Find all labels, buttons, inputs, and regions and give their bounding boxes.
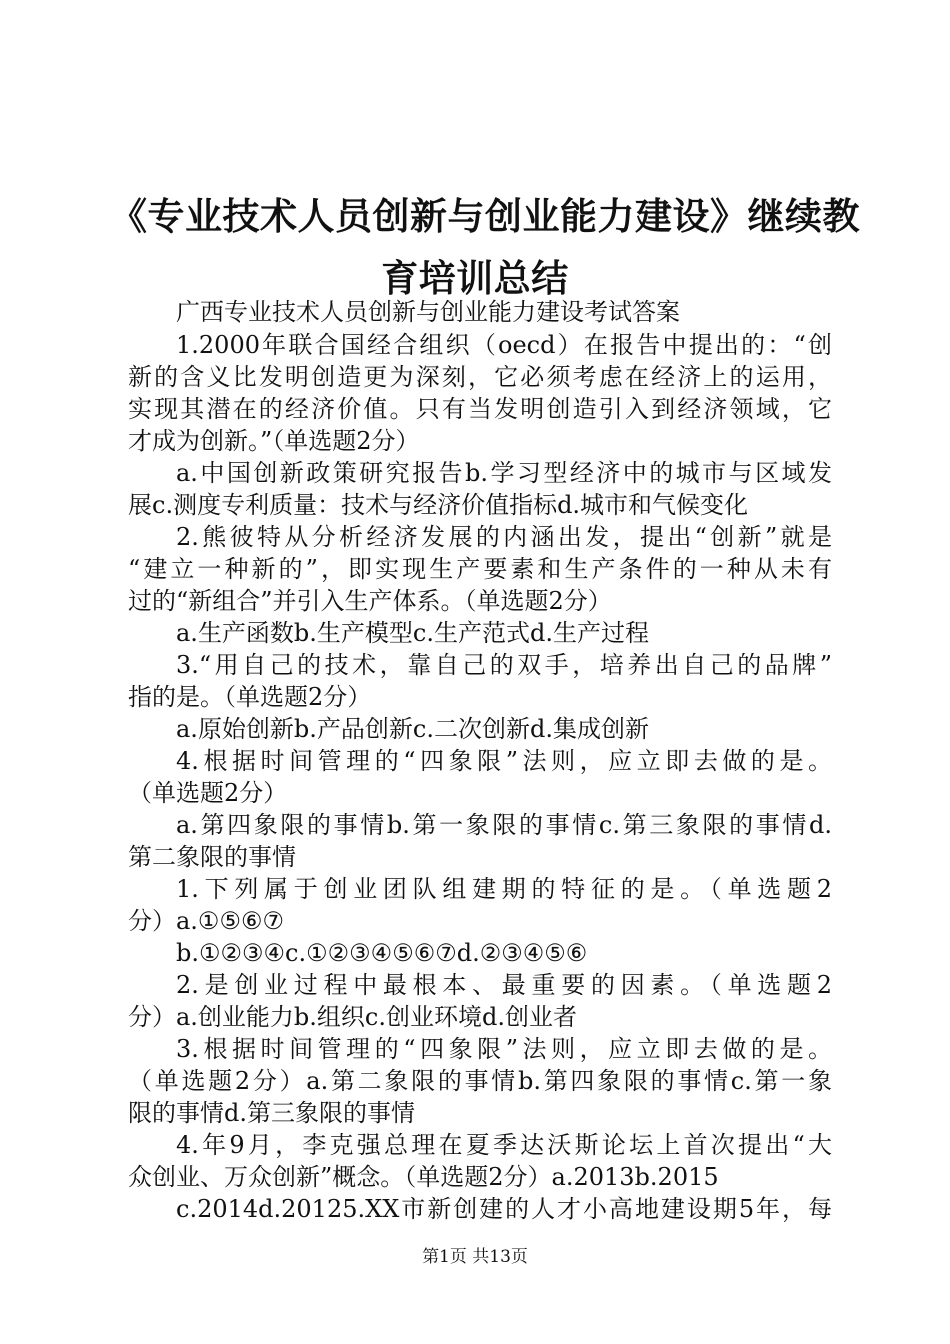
body-line: 分）a.①⑤⑥⑦	[128, 907, 284, 935]
document-title-line-1: 《专业技术人员创新与创业能力建设》继续教	[110, 195, 860, 238]
body-line: 4.根据时间管理的“四象限”法则，应立即去做的是。	[176, 747, 832, 775]
body-line: 众创业、万众创新”概念。（单选题2分）a.2013b.2015	[128, 1163, 719, 1191]
body-line: （单选题2分）	[128, 779, 288, 807]
body-line: 指的是。（单选题2分）	[128, 683, 372, 711]
body-line: 1.2000年联合国经合组织（oecd）在报告中提出的：“创	[176, 331, 832, 359]
body-line: “建立一种新的”，即实现生产要素和生产条件的一种从未有	[128, 555, 832, 583]
body-line: a.中国创新政策研究报告b.学习型经济中的城市与区域发	[176, 459, 832, 487]
body-line: 3.“用自己的技术，靠自己的双手，培养出自己的品牌”	[176, 651, 832, 679]
body-line: 2.熊彼特从分析经济发展的内涵出发，提出“创新”就是	[176, 523, 832, 551]
body-line: 才成为创新。”（单选题2分）	[128, 427, 420, 455]
body-line: （单选题2分）a.第二象限的事情b.第四象限的事情c.第一象	[128, 1067, 832, 1095]
body-line: 过的“新组合”并引入生产体系。（单选题2分）	[128, 587, 612, 615]
body-line: 分）a.创业能力b.组织c.创业环境d.创业者	[128, 1003, 577, 1031]
body-line: 展c.测度专利质量：技术与经济价值指标d.城市和气候变化	[128, 491, 749, 519]
body-line: 实现其潜在的经济价值。只有当发明创造引入到经济领域，它	[128, 395, 832, 423]
body-line: c.2014d.20125.XX市新创建的人才小高地建设期5年，每	[176, 1195, 832, 1223]
body-line: a.第四象限的事情b.第一象限的事情c.第三象限的事情d.	[176, 811, 832, 839]
body-line: a.原始创新b.产品创新c.二次创新d.集成创新	[176, 715, 649, 743]
page-footer: 第1页 共13页	[422, 1247, 528, 1267]
body-line: a.生产函数b.生产模型c.生产范式d.生产过程	[176, 619, 649, 647]
body-line: 限的事情d.第三象限的事情	[128, 1099, 415, 1127]
body-line: 1.下列属于创业团队组建期的特征的是。（单选题2	[176, 875, 832, 903]
body-line: 第二象限的事情	[128, 843, 296, 871]
body-line: 2.是创业过程中最根本、最重要的因素。（单选题2	[176, 971, 832, 999]
body-line: 3.根据时间管理的“四象限”法则，应立即去做的是。	[176, 1035, 832, 1063]
body-line: b.①②③④c.①②③④⑤⑥⑦d.②③④⑤⑥	[176, 939, 588, 967]
body-line: 广西专业技术人员创新与创业能力建设考试答案	[176, 298, 680, 326]
body-line: 4.年9月，李克强总理在夏季达沃斯论坛上首次提出“大	[176, 1131, 832, 1159]
body-line: 新的含义比发明创造更为深刻，它必须考虑在经济上的运用，	[128, 363, 832, 391]
document-title-line-2: 育培训总结	[381, 257, 569, 300]
